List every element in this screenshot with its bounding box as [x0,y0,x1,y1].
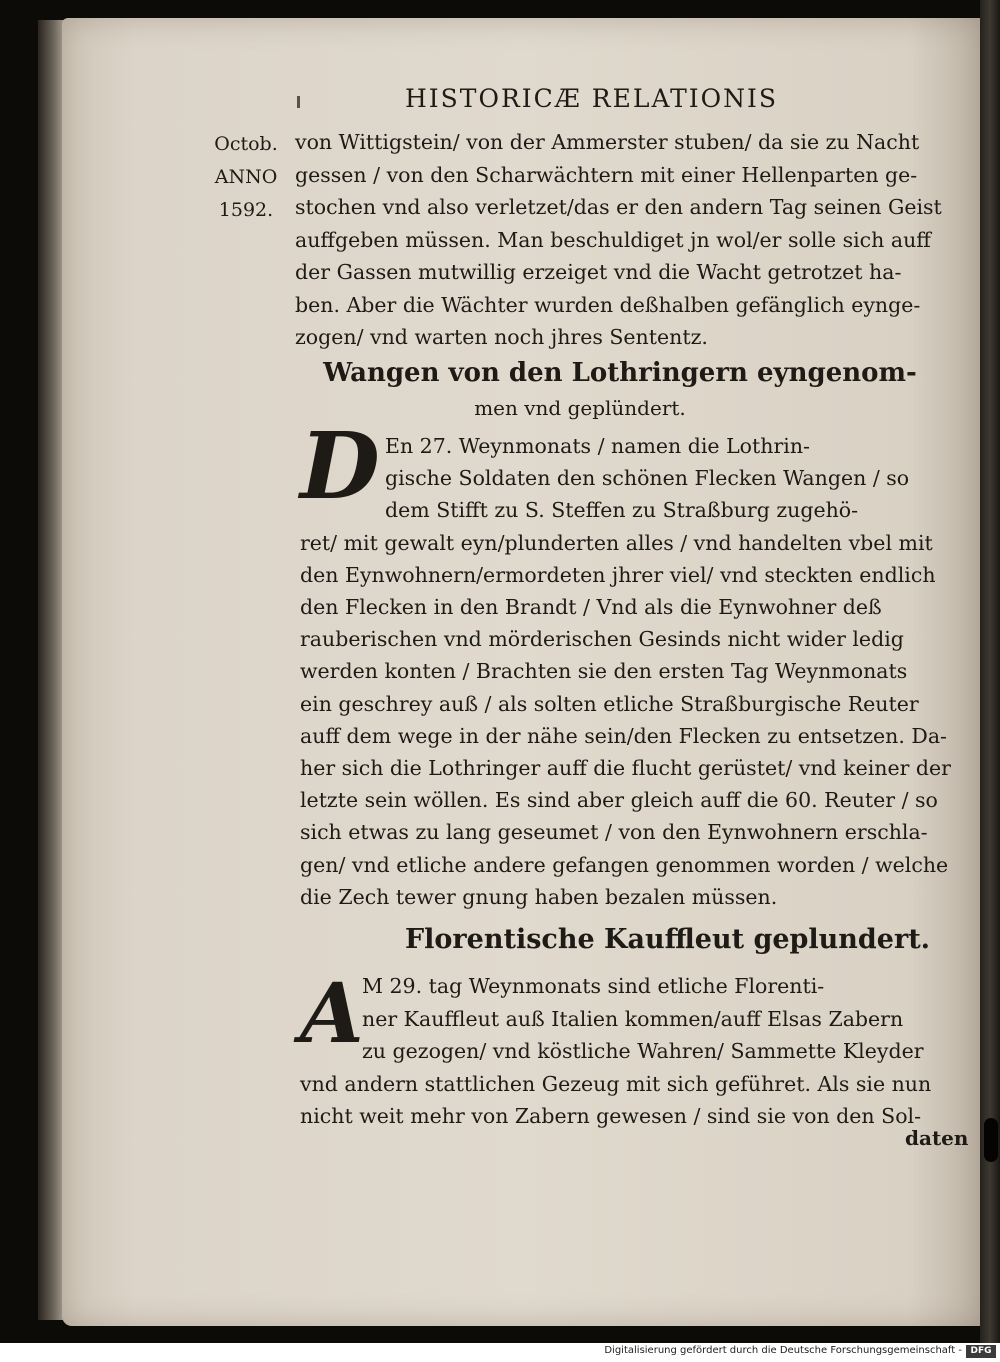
running-title: HISTORICÆ RELATIONIS [405,84,779,113]
text-line: nicht weit mehr von Zabern gewesen / sind sie von den Sol- [300,1104,922,1128]
text-line: vnd andern stattlichen Gezeug mit sich geführet. Als sie nun [300,1071,932,1096]
text-line: sich etwas zu lang geseumet / von den Eynwohnern erschla- [300,820,928,845]
text-line: dem Stifft zu S. Steffen zu Straßburg zugehö- [385,498,859,523]
text-line: werden konten / Brachten sie den ersten Tag Weynmonats [300,659,908,684]
text-line: stochen vnd also verletzet/das er den andern Tag seinen Geist [295,195,942,219]
text-line: rauberischen vnd mörderischen Gesinds nicht wider ledig [300,627,904,652]
paragraph-2 [300,430,970,913]
text-line: her sich die Lothringer auff die flucht gerüstet/ vnd keiner der [300,756,951,781]
text-line: der Gassen mutwillig erzeiget vnd die Wacht getrotzet ha- [295,260,902,284]
drop-cap-2: A [300,966,364,1062]
text-line: ner Kauffleut auß Italien kommen/auff Elsas Zabern [362,1006,904,1031]
margin-note [200,128,292,227]
funding-credit: Digitalisierung gefördert durch die Deutsche Forschungsgemeinschaft - [604,1345,962,1356]
margin-note-line: Octob. [214,133,278,155]
dfg-logo[interactable]: DFG [966,1345,996,1358]
text-line: gessen / von den Scharwächtern mit einer Hellenparten ge- [295,162,918,187]
section-heading-2: Florentische Kauffleut geplundert. [405,924,931,955]
text-line: gische Soldaten den schönen Flecken Wangen / so [385,466,910,491]
text-line: den Eynwohnern/ermordeten jhrer viel/ vnd steckten endlich [300,562,936,587]
text-line: den Flecken in den Brandt / Vnd als die Eynwohner deß [300,595,882,620]
text-line: auff dem wege in der nähe sein/den Flecken zu entsetzen. Da- [300,723,947,748]
section-heading-1-cont: men vnd geplündert. [474,396,686,420]
ink-mark [297,96,300,108]
text-line: die Zech tewer gnung haben bezalen müssen. [300,884,778,909]
page-edge-left [38,20,64,1320]
margin-note-line: 1592. [218,199,274,221]
text-line: En 27. Weynmonats / namen die Lothrin- [385,434,810,458]
text-line: von Wittigstein/ von der Ammerster stuben/ da sie zu Nacht [295,130,920,154]
text-line: ein geschrey auß / als solten etliche Straßburgische Reuter [300,691,919,716]
catchword: daten [905,1126,969,1150]
text-line: ben. Aber die Wächter wurden deßhalben gefänglich eynge- [295,292,921,317]
text-line: letzte sein wöllen. Es sind aber gleich auff die 60. Reuter / so [300,788,938,813]
paragraph-3 [300,966,970,1133]
text-line: zogen/ vnd warten noch jhres Sententz. [295,325,708,349]
text-line: ret/ mit gewalt eyn/plunderten alles / vnd handelten vbel mit [300,530,933,555]
text-line: auffgeben müssen. Man beschuldiget jn wol/er solle sich auff [295,227,931,252]
section-heading-1: Wangen von den Lothringern eyngenom- [323,358,917,388]
text-line: gen/ vnd etliche andere gefangen genommen worden / welche [300,852,949,877]
paragraph-1 [295,126,965,354]
text-line: zu gezogen/ vnd köstliche Wahren/ Sammette Kleyder [362,1039,924,1063]
footer-bar [0,1343,1000,1362]
text-line: M 29. tag Weynmonats sind etliche Florenti- [362,974,825,998]
spine-hole [984,1118,998,1162]
drop-cap-1: D [300,412,380,520]
margin-note-line: ANNO [214,166,278,188]
